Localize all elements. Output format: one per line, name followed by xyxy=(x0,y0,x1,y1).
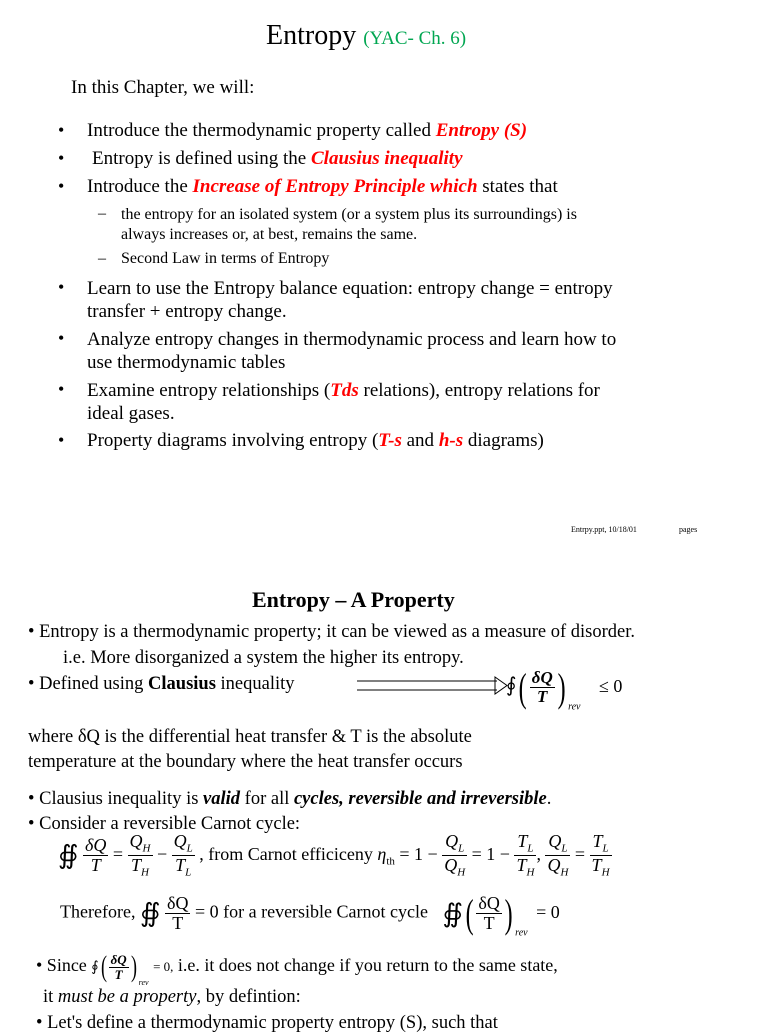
b7-highlight-ts: T-s xyxy=(378,430,402,451)
bullet-icon: • xyxy=(58,176,65,196)
b1-text: Introduce the thermodynamic property called xyxy=(87,120,436,141)
since2-text: it xyxy=(43,987,58,1007)
carnot-text: , from Carnot efficiceny xyxy=(199,843,373,864)
b5-line1: Analyze entropy changes in thermodynamic process and learn how to xyxy=(87,329,617,350)
since2-italic: must be a property xyxy=(57,987,197,1007)
b3-text-end: . xyxy=(546,789,552,809)
b3-text: Introduce the xyxy=(87,176,193,197)
b3-text-mid: for all xyxy=(240,789,294,809)
bullet-icon: • xyxy=(58,379,65,399)
b2-text: Entropy is defined using the xyxy=(92,148,311,169)
b3-highlight: Increase of Entropy Principle which xyxy=(192,176,478,197)
s2-bullet-3 xyxy=(28,789,551,810)
therefore-mid-text: = 0 for a reversible Carnot cycle xyxy=(194,901,429,922)
since-text: • Since xyxy=(36,955,87,976)
b3-text: • Clausius inequality is xyxy=(28,789,204,809)
b7-text-end: diagrams) xyxy=(463,430,544,451)
slide1-title xyxy=(266,20,466,52)
last-line: • Let's define a thermodynamic property entropy (S), such that xyxy=(36,1013,498,1033)
bullet-7 xyxy=(87,430,544,452)
bullet-4 xyxy=(87,277,613,323)
clausius-formula: ∮( $\frac{\delta Q}{T}$ ) $_{rev}$ ≤ 0 xyxy=(506,665,623,713)
where-line2: temperature at the boundary where the heat transfer occurs xyxy=(28,752,463,772)
bullet-2 xyxy=(92,148,463,170)
b7-text: Property diagrams involving entropy ( xyxy=(87,430,379,451)
bullet-5 xyxy=(87,328,616,374)
bullet-1 xyxy=(87,120,527,142)
dash-icon: – xyxy=(98,250,106,267)
b5-line2: use thermodynamic tables xyxy=(87,352,286,373)
b2-text: • Defined using xyxy=(28,674,149,694)
sub-bullet-2: Second Law in terms of Entropy xyxy=(121,250,330,267)
b6-highlight: Tds xyxy=(330,380,359,401)
b3-cycles: cycles, reversible and irreversible xyxy=(293,789,547,809)
b6-text: Examine entropy relationships ( xyxy=(87,380,331,401)
bullet-icon: • xyxy=(58,148,65,168)
b3-valid: valid xyxy=(203,789,241,809)
dash-icon: – xyxy=(98,205,106,222)
b1-highlight: Entropy (S) xyxy=(435,120,528,141)
since-post-text: i.e. it does not change if you return to the same state, xyxy=(177,955,558,976)
b2-text-end: inequality xyxy=(215,674,295,694)
b7-highlight-hs: h-s xyxy=(438,430,464,451)
footer-file: Entrpy.ppt, 10/18/01 xyxy=(571,525,637,534)
bullet-icon: • xyxy=(58,120,65,140)
footer-pages: pages xyxy=(679,525,698,534)
slide2-title: Entropy – A Property xyxy=(252,587,455,612)
b2-bold: Clausius xyxy=(148,674,216,694)
bullet-6 xyxy=(87,379,600,425)
arrow-icon xyxy=(357,676,517,696)
b6-line2: ideal gases. xyxy=(87,403,175,424)
b3-text-end: states that xyxy=(477,176,558,197)
s2-bullet-2 xyxy=(28,674,295,695)
therefore-equation: Therefore, ∯ $\frac{\delta Q}{T}$ = 0 for a reversible Carnot cycle ∯( $\frac{\delta Q}{T}$ ) $_{rev}$ = 0 xyxy=(60,891,560,939)
carnot-equation: ∯ $\frac{\delta Q}{T}$ = $\frac{Q_H}{T_H}$ − $\frac{Q_L}{T_L}$ , from Carnot efficiceny $\eta_{th} = 1$ − $\frac{Q_L}{Q_H}$ = 1 − $\frac{T_L}{T_H}$ , $\frac{Q_L}{Q_H}$ = $\frac{T_L}{T_H}$ xyxy=(58,831,610,879)
b4-line1: Learn to use the Entropy balance equation: entropy change = entropy xyxy=(87,278,613,299)
b4-line2: transfer + entropy change. xyxy=(87,301,287,322)
b7-text-mid: and xyxy=(401,430,439,451)
bullet-icon: • xyxy=(58,328,65,348)
s2-bullet-1: • Entropy is a thermodynamic property; it can be viewed as a measure of disorder. xyxy=(28,622,636,642)
where-line1: where δQ is the differential heat transfer & T is the absolute xyxy=(28,727,472,747)
since2-text-end: , by defintion: xyxy=(196,987,301,1007)
intro-text: In this Chapter, we will: xyxy=(71,77,255,98)
sub1-line2: always increases or, at best, remains the same. xyxy=(121,226,418,243)
bullet-icon: • xyxy=(58,430,65,450)
title-text: Entropy xyxy=(266,20,357,51)
since-line-2 xyxy=(43,987,301,1008)
bullet-3 xyxy=(87,176,558,198)
s2-bullet-4: • Consider a reversible Carnot cycle: xyxy=(28,814,301,834)
chapter-ref: (YAC- Ch. 6) xyxy=(363,28,467,49)
sub1-line1: the entropy for an isolated system (or a system plus its surroundings) is xyxy=(121,206,577,223)
b2-highlight: Clausius inequality xyxy=(311,148,463,169)
where-text xyxy=(28,725,472,775)
b6-text-end: relations), entropy relations for xyxy=(358,380,600,401)
therefore-text: Therefore, xyxy=(60,901,136,922)
bullet-icon: • xyxy=(58,277,65,297)
s2-bullet-1-line2: i.e. More disorganized a system the higher its entropy. xyxy=(63,648,464,668)
since-line: • Since ∮( $\frac{\delta Q}{T}$ ) $_{rev}$ = 0, i.e. it does not change if you return to the same state, xyxy=(36,950,558,988)
sub-bullet-1 xyxy=(121,205,577,245)
